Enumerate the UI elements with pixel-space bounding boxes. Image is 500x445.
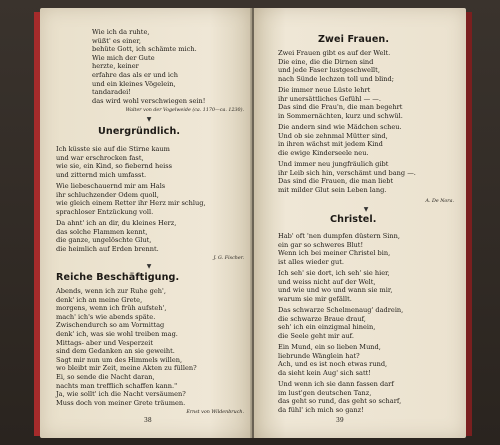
verse-line: Wenn ich bei meiner Christel bin,	[278, 249, 391, 258]
page-number-right: 39	[336, 417, 344, 424]
verse-line: ist alles wieder gut.	[278, 257, 345, 266]
verse-line: da sieht kein Aug' sich satt!	[278, 368, 371, 377]
verse-line: und war erschrocken fast,	[56, 153, 144, 162]
verse-line: wüßt' es einer,	[92, 36, 141, 45]
verse-line: und wie und wo und wann sie mir,	[278, 286, 393, 295]
verse-line: denk' ich, was sie wohl treiben mag.	[56, 329, 178, 338]
poem-1-author: Walter von der Vogelweide (ca. 1170—ca. 1230).	[125, 108, 244, 113]
verse-line: Die eine, die die Dirnen sind	[278, 57, 374, 66]
right-page	[254, 8, 466, 438]
verse-line: Zwischendurch so am Vormittag	[56, 321, 165, 330]
ornament-divider: ▼	[146, 116, 152, 123]
poem-5-stanza-4	[278, 343, 387, 377]
poem-2-stanza-2	[56, 182, 206, 216]
verse-line: Ja, wie sollt' ich die Nacht versäumen?	[56, 390, 186, 399]
ornament-divider: ▼	[146, 263, 152, 270]
verse-line: die heimlich auf Erden brennt.	[56, 244, 159, 253]
verse-line: wie gleich einem Retter ihr Herz mir schlug,	[56, 199, 206, 208]
verse-line: in Sommernächten, kurz und schwül.	[278, 111, 403, 120]
poem-5-stanza-2	[278, 269, 392, 303]
poem-2-title: Unergründlich.	[98, 126, 181, 137]
verse-line: und weiss nicht auf der Welt,	[278, 277, 376, 286]
verse-line: liebrunde Wänglein hat?	[278, 351, 360, 360]
poem-5-stanza-1	[278, 232, 400, 266]
poem-4-title: Zwei Frauen.	[318, 34, 390, 45]
poem-4-stanza-4	[278, 160, 416, 194]
verse-line: Und immer neu jungfräulich gibt	[278, 160, 389, 168]
verse-line: seh' ich ein einzigmal hinein,	[278, 323, 376, 332]
poem-4-stanza-1	[278, 49, 394, 83]
verse-line: im lust'gen deutschen Tanz,	[278, 388, 372, 397]
verse-line: Die andern sind wie Mädchen scheu.	[278, 123, 402, 131]
verse-line: Wie mich der Gute	[92, 53, 155, 62]
verse-line: ihr schluchzender Odem quoll,	[56, 190, 159, 199]
verse-line: behüte Gott, ich schämte mich.	[92, 45, 197, 54]
verse-line: nach Sünde lechzen toll und blind;	[278, 74, 394, 83]
verse-line: das geht so rund, das geht so scharf,	[278, 397, 402, 406]
verse-line: mit milder Glut sein Leben lang.	[278, 185, 387, 194]
verse-line: sind dem Gedanken an sie geweiht.	[56, 347, 175, 356]
poem-4-stanza-2	[278, 86, 403, 120]
verse-line: nachts man trefflich schaffen kann."	[56, 381, 178, 390]
verse-line: herzte, keiner	[92, 62, 139, 71]
verse-line: und jede Faser lustgeschwellt,	[278, 66, 380, 75]
verse-line: Sagt mir nun um des Himmels willen,	[56, 355, 183, 364]
verse-line: Das sind die Frauen, die man liebt	[278, 177, 394, 186]
verse-line: ein gar so schweres Blut!	[278, 240, 364, 249]
verse-line: ihr unersättliches Gefühl — —.	[278, 94, 381, 103]
book-cover-edge-right	[466, 12, 472, 436]
poem-4-stanza-3	[278, 123, 402, 157]
verse-line: Hab' oft 'nen dumpfen düstern Sinn,	[278, 232, 401, 240]
poem-3-author: Ernst von Wildenbruch.	[186, 410, 244, 415]
verse-line: sprachloser Entzückung voll.	[56, 207, 154, 216]
verse-line: wie sie, ein Kind, so fiebernd heiss	[56, 162, 172, 171]
verse-line: morgens, wenn ich früh aufsteh',	[56, 304, 167, 313]
poem-2-stanza-3	[56, 219, 176, 253]
verse-line: das wird wohl verschwiegen sein!	[92, 96, 206, 105]
verse-line: Da ahnt' ich an dir, du kleines Herz,	[56, 219, 177, 227]
verse-line: da fühl' ich mich so ganz!	[278, 405, 364, 414]
verse-line: wo bleibt mir Zeit, meine Akten zu füllen?	[56, 364, 197, 373]
verse-line: Muss doch von meiner Grete träumen.	[56, 398, 186, 407]
poem-3-title: Reiche Beschäftigung.	[56, 272, 180, 283]
left-page	[40, 8, 252, 438]
poem-5-stanza-5	[278, 380, 401, 414]
verse-line: Ich seh' sie dort, ich seh' sie hier,	[278, 269, 390, 277]
page-number-left: 38	[144, 417, 152, 424]
verse-line: Ach, und es ist noch etwas rund,	[278, 360, 388, 369]
verse-line: Ei, so sende die Nacht daran,	[56, 372, 155, 381]
verse-line: Das schwarze Schelmenaug' dadrein,	[278, 306, 404, 314]
verse-line: Wie liebeschauernd mir am Hals	[56, 182, 166, 190]
poem-2-stanza-1	[56, 145, 172, 179]
verse-line: Ich küsste sie auf die Stirne kaum	[56, 145, 170, 153]
verse-line: in ihren wächst mit jedem Kind	[278, 140, 383, 149]
verse-line: erfahre das als er und ich	[92, 70, 178, 79]
verse-line: tandaradei!	[92, 88, 131, 97]
ornament-divider: ▼	[363, 206, 369, 213]
verse-line: ihr Leib sich hin, verschämt und bang —.	[278, 168, 416, 177]
verse-line: die Seele geht mir auf.	[278, 331, 354, 340]
poem-2-author: J. G. Fischer.	[213, 256, 244, 261]
poem-1-stanza	[92, 28, 205, 105]
poem-4-author: A. De Nora.	[425, 199, 454, 204]
verse-line: die ewige Kinderseele neu.	[278, 148, 369, 157]
verse-line: Mittags- aber und Vesperzeit	[56, 338, 153, 347]
verse-line: warum sie mir gefällt.	[278, 294, 352, 303]
verse-line: und zitternd mich umfasst.	[56, 170, 147, 179]
verse-line: denk' ich an meine Grete,	[56, 295, 143, 304]
poem-5-stanza-3	[278, 306, 403, 340]
verse-line: und ein kleines Vögelein,	[92, 79, 176, 88]
verse-line: Die immer neue Lüste lehrt	[278, 86, 371, 94]
verse-line: die ganze, ungelöschte Glut,	[56, 236, 152, 245]
verse-line: Zwei Frauen gibt es auf der Welt.	[278, 49, 391, 57]
verse-line: Und wenn ich sie dann fassen darf	[278, 380, 394, 388]
verse-line: Ein Mund, ein so lieben Mund,	[278, 343, 381, 351]
verse-line: das solche Flammen kennt,	[56, 227, 148, 236]
verse-line: mach' ich's wie abends späte.	[56, 312, 156, 321]
poem-5-title: Christel.	[330, 214, 377, 225]
poem-3-stanza	[56, 287, 197, 407]
verse-line: Und ob sie zehnmal Mütter sind,	[278, 131, 388, 140]
verse-line: die schwarze Braue drauf,	[278, 314, 366, 323]
verse-line: Wie ich da ruhte,	[92, 28, 150, 36]
verse-line: Abends, wenn ich zur Ruhe geh',	[56, 287, 166, 295]
verse-line: Das sind die Frau'n, die man begehrt	[278, 103, 403, 112]
